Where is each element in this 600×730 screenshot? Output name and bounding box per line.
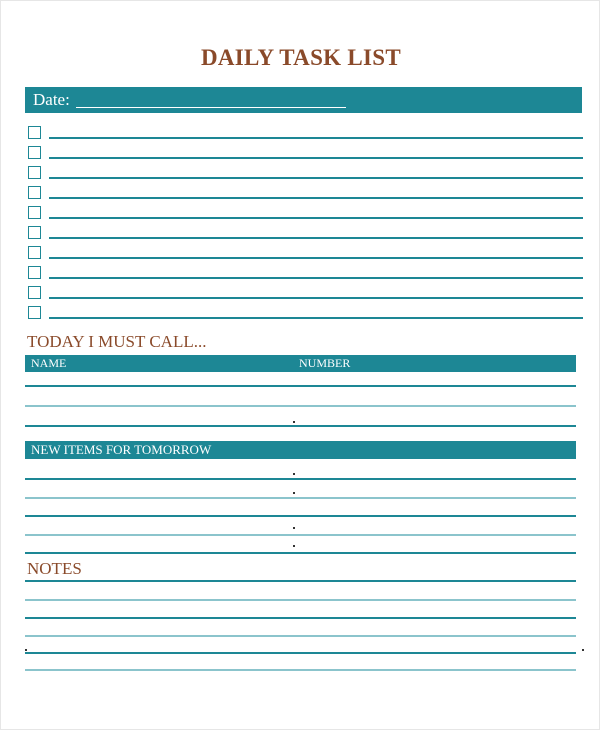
notes-line[interactable]	[25, 580, 576, 582]
task-checkbox[interactable]	[28, 166, 41, 179]
tomorrow-section-header	[25, 441, 576, 459]
task-row	[28, 223, 583, 243]
task-checkbox[interactable]	[28, 246, 41, 259]
notes-line[interactable]	[25, 599, 576, 601]
call-entry-line[interactable]	[25, 405, 576, 407]
tomorrow-entry-line[interactable]	[25, 515, 576, 517]
date-label: Date:	[33, 90, 70, 109]
call-entry-line[interactable]	[25, 425, 576, 427]
task-line[interactable]	[49, 197, 583, 199]
task-line[interactable]	[49, 217, 583, 219]
task-checkbox[interactable]	[28, 226, 41, 239]
tomorrow-entry-line[interactable]	[25, 552, 576, 554]
tomorrow-entry-line[interactable]	[25, 497, 576, 499]
task-row	[28, 243, 583, 263]
call-table-header	[25, 355, 576, 372]
task-checkbox[interactable]	[28, 206, 41, 219]
dot-mark	[293, 492, 295, 494]
task-row	[28, 183, 583, 203]
dot-mark	[293, 421, 295, 423]
task-line[interactable]	[49, 157, 583, 159]
task-row	[28, 303, 583, 323]
task-checkbox[interactable]	[28, 146, 41, 159]
tomorrow-entry-line[interactable]	[25, 534, 576, 536]
dot-mark	[582, 649, 584, 651]
page-title: DAILY TASK LIST	[200, 45, 402, 70]
task-row	[28, 143, 583, 163]
notes-line[interactable]	[25, 617, 576, 619]
task-row	[28, 263, 583, 283]
task-checkbox[interactable]	[28, 306, 41, 319]
task-checkbox[interactable]	[28, 286, 41, 299]
dot-mark	[25, 649, 27, 651]
task-line[interactable]	[49, 177, 583, 179]
task-line[interactable]	[49, 317, 583, 319]
task-line[interactable]	[49, 277, 583, 279]
task-checkbox[interactable]	[28, 126, 41, 139]
dot-mark	[293, 473, 295, 475]
notes-line[interactable]	[25, 669, 576, 671]
notes-section-heading: NOTES	[27, 559, 82, 578]
task-row	[28, 123, 583, 143]
task-line[interactable]	[49, 237, 583, 239]
task-row	[28, 283, 583, 303]
call-entry-line[interactable]	[25, 385, 576, 387]
task-checkbox[interactable]	[28, 266, 41, 279]
dot-mark	[293, 527, 295, 529]
notes-line[interactable]	[25, 652, 576, 654]
tomorrow-section-heading: NEW ITEMS FOR TOMORROW	[31, 442, 212, 457]
date-input-line[interactable]	[76, 107, 346, 108]
notes-line[interactable]	[25, 635, 576, 637]
task-checkbox[interactable]	[28, 186, 41, 199]
call-section-heading: TODAY I MUST CALL...	[27, 332, 207, 351]
tomorrow-entry-line[interactable]	[25, 478, 576, 480]
task-row	[28, 203, 583, 223]
task-line[interactable]	[49, 297, 583, 299]
number-column-header: NUMBER	[299, 356, 351, 370]
task-line[interactable]	[49, 137, 583, 139]
task-row	[28, 163, 583, 183]
task-line[interactable]	[49, 257, 583, 259]
dot-mark	[293, 545, 295, 547]
date-bar	[25, 87, 582, 113]
name-column-header: NAME	[31, 356, 67, 370]
